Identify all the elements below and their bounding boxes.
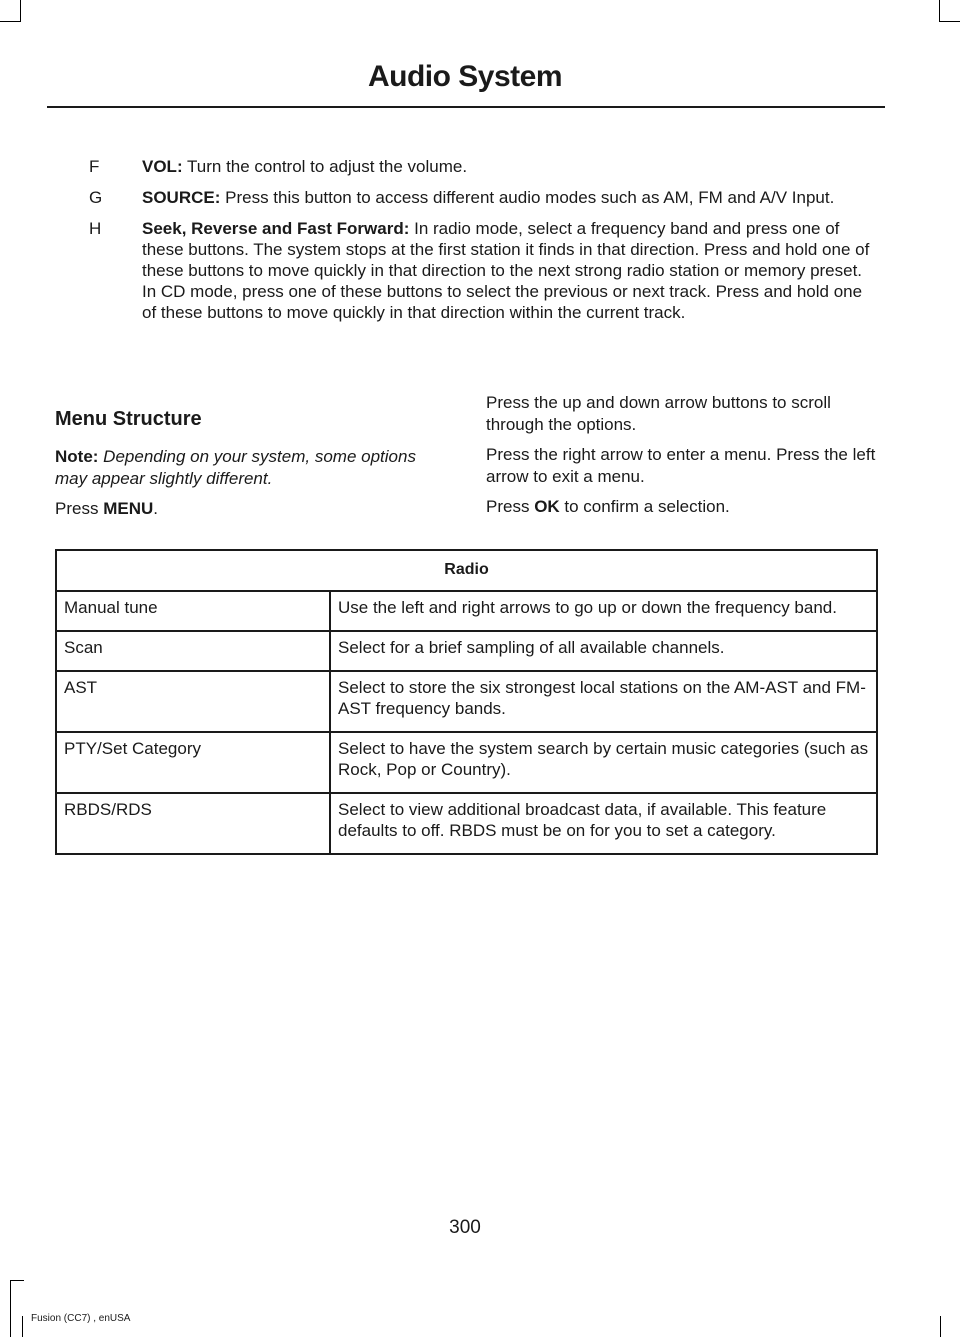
list-item xyxy=(0,218,960,323)
ok-prefix: Press xyxy=(486,497,535,516)
table-header-row xyxy=(56,550,877,591)
page-number: 300 xyxy=(449,1217,481,1238)
option-name: AST xyxy=(56,671,330,732)
press-prefix: Press xyxy=(55,499,104,518)
option-description: Select to view additional broadcast data, if available. This feature defaults to off. RBDS must be on for you to set a category. xyxy=(330,793,877,854)
item-text: Turn the control to adjust the volume. xyxy=(182,157,468,176)
menu-key: MENU xyxy=(103,499,154,518)
note xyxy=(55,446,435,490)
menu-left-column xyxy=(55,406,435,528)
crop-mark xyxy=(22,1316,23,1337)
page-title: Audio System xyxy=(367,60,563,93)
crop-mark xyxy=(940,1316,941,1337)
item-text: Press this button to access different audio modes such as AM, FM and A/V Input. xyxy=(220,188,835,207)
enter-exit-instruction: Press the right arrow to enter a menu. Press the left arrow to exit a menu. xyxy=(486,445,876,486)
item-description xyxy=(142,187,878,208)
crop-mark xyxy=(10,1280,11,1337)
ok-suffix: to confirm a selection. xyxy=(559,497,730,516)
item-letter: H xyxy=(89,219,102,238)
option-name: PTY/Set Category xyxy=(56,732,330,793)
footer-text: Fusion (CC7) , enUSA xyxy=(31,1313,131,1324)
option-name: Manual tune xyxy=(56,591,330,631)
radio-menu-table xyxy=(55,549,878,855)
item-letter: F xyxy=(89,157,100,176)
list-item xyxy=(0,187,960,208)
header-rule xyxy=(47,106,885,108)
option-description: Use the left and right arrows to go up or down the frequency band. xyxy=(330,591,877,631)
list-item xyxy=(0,156,960,177)
note-text: Depending on your system, some options may appear slightly different. xyxy=(55,447,416,488)
scroll-instruction: Press the up and down arrow buttons to scroll through the options. xyxy=(486,393,831,434)
table-row xyxy=(56,591,877,631)
press-menu-instruction xyxy=(55,498,435,520)
crop-mark xyxy=(20,0,21,22)
control-list xyxy=(0,156,960,333)
item-description xyxy=(142,218,878,323)
table-row xyxy=(56,732,877,793)
crop-mark xyxy=(10,1280,24,1281)
option-name: RBDS/RDS xyxy=(56,793,330,854)
option-name: Scan xyxy=(56,631,330,671)
crop-mark xyxy=(939,21,960,22)
table-row xyxy=(56,793,877,854)
menu-right-column xyxy=(486,392,878,526)
item-term: Seek, Reverse and Fast Forward: xyxy=(142,219,410,238)
press-suffix: . xyxy=(153,499,158,518)
confirm-instruction xyxy=(486,496,878,518)
item-description xyxy=(142,156,878,177)
option-description: Select for a brief sampling of all available channels. xyxy=(330,631,877,671)
table-row xyxy=(56,671,877,732)
table-header: Radio xyxy=(56,550,877,591)
option-description: Select to store the six strongest local stations on the AM-AST and FM-AST frequency bands. xyxy=(330,671,877,732)
crop-mark xyxy=(0,21,21,22)
item-text: In radio mode, select a frequency band and press one of these buttons. The system stops at the first station it finds in that direction. Press and hold one of these buttons to move quickly in that direction to the next strong radio station or memory preset. In CD mode, press one of these buttons to select the previous or next track. Press and hold one of these buttons to move quickly in that direction within the current track. xyxy=(142,219,870,322)
item-letter: G xyxy=(89,188,103,207)
item-term: VOL: xyxy=(142,157,183,176)
section-heading: Menu Structure xyxy=(55,408,202,430)
table-row xyxy=(56,631,877,671)
ok-key: OK xyxy=(534,497,560,516)
crop-mark xyxy=(939,0,940,22)
note-label: Note: xyxy=(55,447,99,466)
item-term: SOURCE: xyxy=(142,188,221,207)
option-description: Select to have the system search by certain music categories (such as Rock, Pop or Country). xyxy=(330,732,877,793)
